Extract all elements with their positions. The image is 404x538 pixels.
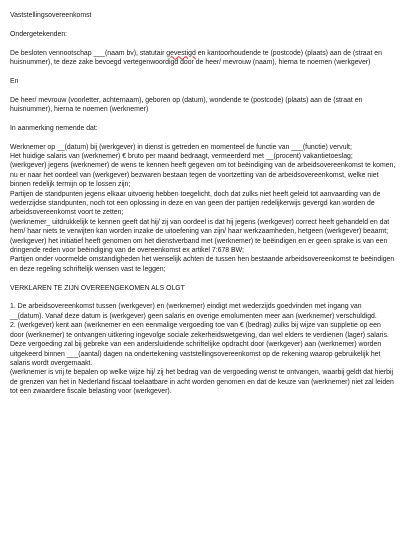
consideration-item: Werknemer op __(datum) bij (werkgever) in dienst is getreden en momenteel de functie van ___(functie) vervult; (10, 143, 352, 151)
party-employer-paragraph (10, 49, 396, 68)
undersigned-heading: Ondergetekenden: (10, 30, 68, 38)
clause-item: 2. (werkgever) kent aan (werknemer en een eenmalige vergoeding toe van € (bedrag) zulks bij wijze van suppletie op een door (werknemer) te ontvangen uitkering ingevolge sociale zekerheidswetgeving, dan wel elders te verdienen (lager) salaris. Deze vergoeding zal bij gebreke van een andersluidende schriftelijke opdracht door (werkgever) aan (werknemer) worden uitgekeerd binnen ___(aantal) dagen na ondertekening vaststellingsovereenkomst op de rekening waarop gebruikelijk het salaris wordt overgemaakt. (10, 322, 389, 367)
and-separator: En (10, 77, 19, 85)
consideration-item: Partijen de standpunten jegens elkaar uitvoerig hebben toegelicht, doch dat zulks niet heeft geleid tot aanvaarding van de wederzijdse standpunten, noch tot een oplossing in deze en van geen der partijen redelijkerwijs gevergd kan worden de arbeidsovereenkomst voort te zetten; (10, 190, 381, 217)
consideration-item: Partijen onder voormelde omstandigheden het wenselijk achten de tussen hen bestaande arbeidsovereenkomst te beëindigen en deze regeling schriftelijk wensen vast te leggen; (10, 256, 395, 273)
consideration-item: (werkgever) jegens (werknemer) de wens te kennen heeft gegeven om tot beëindiging van de arbeidsovereenkomst te komen, nu er naar het oordeel van (werkgever) bezwaren bestaan tegen de voortzetting van de arbeidsovereenkomst, welke niet binnen redelijk termijn op te lossen zijn; (10, 162, 396, 189)
clause-item: 1. De arbeidsovereenkomst tussen (werkgever) en (werknemer) eindigt met wederzijds goedvinden met ingang van __(datum). Vanaf deze datum is (werkgever) geen salaris en overige emolumenten meer aan (werknemer) verschuldigd. (10, 303, 377, 320)
party-employer-text-a: De besloten vennootschap ___(naam bv), statutair (10, 49, 167, 57)
considering-heading: In aanmerking nemende dat: (10, 124, 98, 132)
consideration-item: Het huidige salaris van (werknemer) € bruto per maand bedraagt, vermeerderd met __(procent) vakantietoeslag; (10, 153, 353, 160)
document-title: Vaststellingsovereenkomst (10, 12, 92, 19)
clauses-block (10, 302, 396, 396)
party-employer-text-c: en kantoorhoudende te (postcode) (plaats) aan de (straat en huisnummer), te deze zake bevoegd vertegenwoordigd door de heer/ mevrouw (naam), hierna te noemen (werkgever) (10, 49, 382, 66)
considerations-block (10, 143, 396, 275)
party-employee-paragraph: De heer/ mevrouw (voorletter, achternaam), geboren op (datum), wondende te (postcode) (plaats) aan de (straat en huisnummer), hierna te noemen (werknemer) (10, 96, 363, 113)
clause-item: (werknemer is vrij te bepalen op welke wijze hij/ zij het bedrag van de vergoeding wenst te ontvangen, waarbij geldt dat hierbij de grenzen van het in Nederland fiscaal toelaatbare in acht worden genomen en dat de keuze van (werknemer) niet zal leiden tot een zwaardere fiscale belasting voor (werkgever). (10, 369, 394, 396)
spellcheck-word: gevestigd (166, 49, 196, 57)
consideration-item: (werknemer_ uitdrukkelijk te kennen geeft dat hij/ zij van oordeel is dat hij jegens (werkgever) correct heeft gehandeld en dat hem/ haar niets te verwijten kan worden inzake de uitoefening van zijn/ haar werkzaamheden, hetgeen (werkgever) beaamt; (10, 218, 390, 236)
consideration-item: (werkgever) het initiatief heeft genomen om het dienstverband met (werknemer) te beëindigen en er geen sprake is van een dringende reden voor beëindiging van de overeenkomst ex artikel 7:678 BW; (10, 237, 388, 255)
document-body (10, 11, 396, 397)
declaration-heading: VERKLAREN TE ZIJN OVEREENGEKOMEN ALS OLGT (10, 284, 185, 292)
